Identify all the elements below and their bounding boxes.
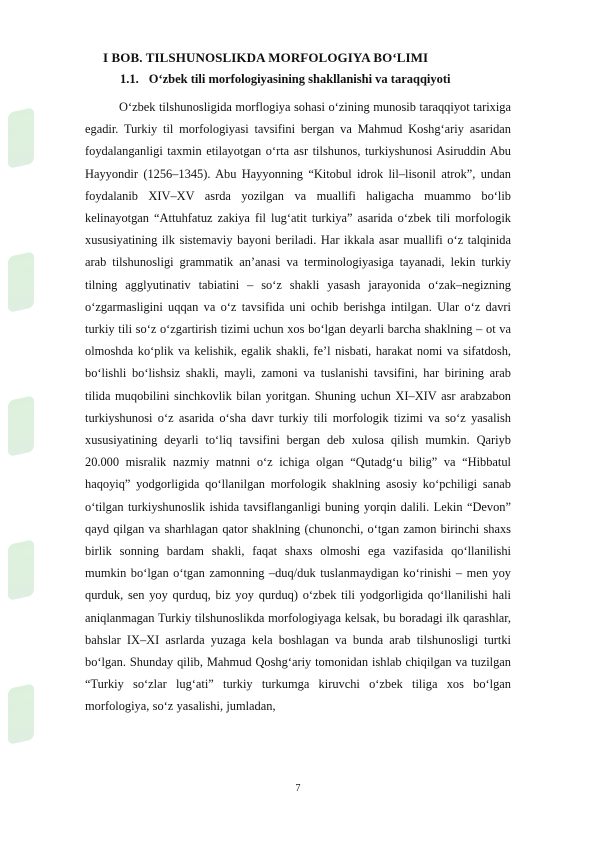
page-number: 7 (295, 783, 301, 794)
body-paragraph: O‘zbek tilshunosligida morflogiya sohasi o‘zining munosib taraqqiyot tarixiga egadir. Turkiy til morfologiyasi tavsifini bergan va Mahmud Koshg‘ariy asaridan foydalanganligi taxmin etilayotgan o‘rta asr tilshunos, turkiyshunosi Asiruddin Abu Hayyondir (1256–1345). Abu Hayyonning “Kitobul idrok lil–lisonil atrok”, undan foydalanib XIV–XV asrda yozilgan va muallifi haligacha muammo bo‘lib kelinayotgan “Attuhfatuz zakiya fil lug‘atit turkiya” asarida o‘zbek tili morfologik xususiyatining ilk sistemaviy bayoni beriladi. Har ikkala asar muallifi o‘z talqinida arab tilshunosligi grammatik an’anasi va terminologiyasiga tayanadi, lekin turkiy tilning agglyutinativ tabiatini – so‘z shakli yasash jarayonida o‘zak–negizning o‘zgarmasligini uqqan va o‘z tavsifida uni ochib berishga intilgan. Ular o‘z davri turkiy tili so‘z o‘zgartirish tizimi uchun xos bo‘lgan deyarli barcha shaklning – ot va olmoshda ko‘plik va kelishik, egalik shakli, fe’l nisbati, harakat nomi va sifatdosh, bo‘lishli bo‘lishsiz shakli, mayli, zamoni va tuslanishi tavsifini, har birining arab tilida muqobilini sinchkovlik bilan yoritgan. Shuning uchun XI–XIV asr arabzabon turkiyshunosi o‘z asarida o‘sha davr turkiy tili morfologik tizimi va so‘z yasalish xususiyatining deyarli to‘liq tavsifini bergan deb xulosa qilish mumkin. Qariyb 20.000 misralik nazmiy matnni o‘z ichiga olgan “Qutadg‘u bilig” va “Hibbatul haqoyiq” yodgorligida qo‘llanilgan morfologik shaklning asosiy ko‘pchiligi sanab o‘tilgan turkiyshunoslik ishida tavsiflanganligi buning yorqin dalili. Lekin “Devon” qayd qilgan va sharhlagan qator shaklning (chunonchi, o‘tgan zamon birinchi shaxs birlik sonning bardam shakli, faqat shaxs olmoshi ega vazifasida qo‘llanilishi mumkin bo‘lgan o‘tgan zamonning –duq/duk tuslanmaydigan ko‘rinishi – men yoy qurduk, sen yoy qurduq, biz yoy qurduq) o‘zbek tili yodgorligida qo‘llanilishi hali aniqlanmagan Turkiy tilshunoslikda morfologiyaga kelsak, bu boradagi ilk qarashlar, bahslar IX–XI asrlarda yuzaga kela boshlagan va bunda arab tilshunosligi turtki bo‘lgan. Shunday qilib, Mahmud Qoshg‘ariy tomonidan ishlab chiqilgan va tuzilgan “Turkiy so‘zlar lug‘ati” turkiy turkumga kiruvchi o‘zbek tiliga xos bo‘lgan morfologiya, so‘z yasalishi, jumladan, (85, 100, 511, 714)
section-title: O‘zbek tili morfologiyasining shakllanishi va taraqqiyoti (148, 72, 451, 86)
section-number: 1.1. (120, 72, 139, 86)
chapter-title: I BOB. TILSHUNOSLIKDA MORFOLOGIYA BO‘LIMI (103, 50, 429, 65)
section-heading (120, 72, 451, 87)
